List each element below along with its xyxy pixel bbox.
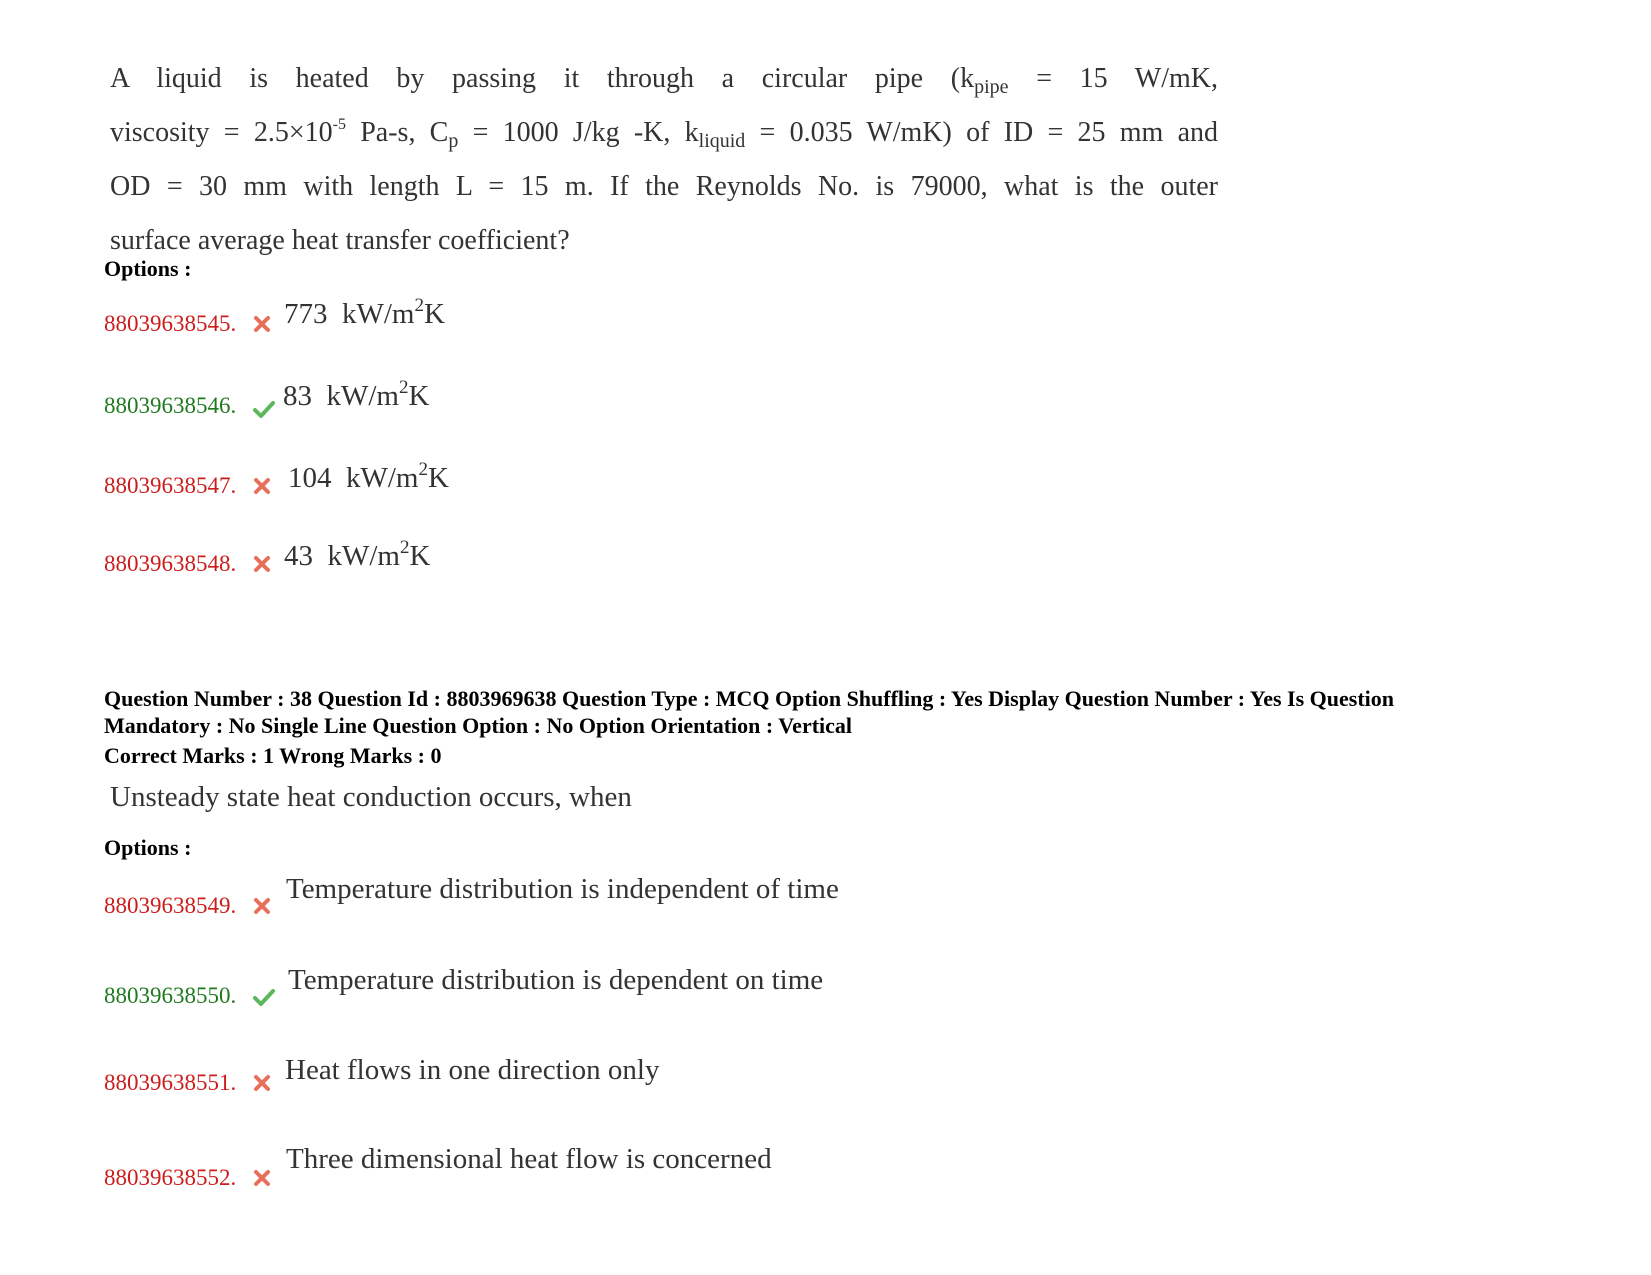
option-text[interactable]: Three dimensional heat flow is concerned bbox=[286, 1143, 772, 1175]
check-icon bbox=[252, 399, 276, 419]
option-text[interactable]: 773 $kW/m^2K$ bbox=[284, 295, 445, 330]
option-id: 88039638547. bbox=[104, 473, 237, 498]
option-id: 88039638548. bbox=[104, 551, 237, 576]
cross-icon bbox=[252, 476, 272, 496]
cross-icon bbox=[252, 1168, 272, 1188]
question-stem bbox=[110, 52, 1218, 268]
cross-icon bbox=[252, 314, 272, 334]
option-id: 88039638551. bbox=[104, 1070, 237, 1095]
option-id: 88039638550. bbox=[104, 983, 237, 1008]
question-marks: Correct Marks : 1 Wrong Marks : 0 bbox=[104, 743, 442, 768]
stem-line-1: A liquid is heated by passing it through a circular pipe ($k_{pipe} = 15$ W/mK, bbox=[110, 63, 1218, 98]
cross-icon bbox=[252, 1073, 272, 1093]
options-label: Options : bbox=[104, 835, 192, 860]
option-id: 88039638546. bbox=[104, 393, 237, 418]
stem-line-3: OD = 30 mm with length L = 15 m. If the Reynolds No. is 79000, what is the outer bbox=[110, 171, 1218, 202]
question-meta-line-2: Mandatory : No Single Line Question Option : No Option Orientation : Vertical bbox=[104, 713, 853, 738]
question-stem: Unsteady state heat conduction occurs, when bbox=[110, 781, 632, 813]
option-id: 88039638552. bbox=[104, 1165, 237, 1190]
option-text[interactable]: 43 $kW/m^2K$ bbox=[284, 537, 431, 572]
cross-icon bbox=[252, 554, 272, 574]
option-id: 88039638549. bbox=[104, 893, 237, 918]
option-text[interactable]: Heat flows in one direction only bbox=[285, 1054, 660, 1086]
check-icon bbox=[252, 987, 276, 1007]
option-text[interactable]: 104 $kW/m^2K$ bbox=[288, 459, 449, 494]
stem-line-4: surface average heat transfer coefficient? bbox=[110, 225, 570, 256]
option-text[interactable]: 83 $kW/m^2K$ bbox=[283, 377, 430, 412]
option-id: 88039638545. bbox=[104, 311, 237, 336]
question-meta-line-1: Question Number : 38 Question Id : 8803969638 Question Type : MCQ Option Shuffling : Yes Display Question Number : Yes Is Question bbox=[104, 686, 1394, 711]
question-meta bbox=[104, 685, 1564, 739]
option-text[interactable]: Temperature distribution is dependent on time bbox=[288, 964, 824, 996]
cross-icon bbox=[252, 896, 272, 916]
option-text[interactable]: Temperature distribution is independent of time bbox=[286, 873, 839, 905]
options-label: Options : bbox=[104, 256, 192, 281]
stem-line-2: viscosity = $2.5\times 10^{-5}$ Pa-s, $C_p = 1000$ J/kg -K, $k_{liquid} = 0.035$ W/mK) of ID = 25 mm and bbox=[110, 116, 1219, 152]
